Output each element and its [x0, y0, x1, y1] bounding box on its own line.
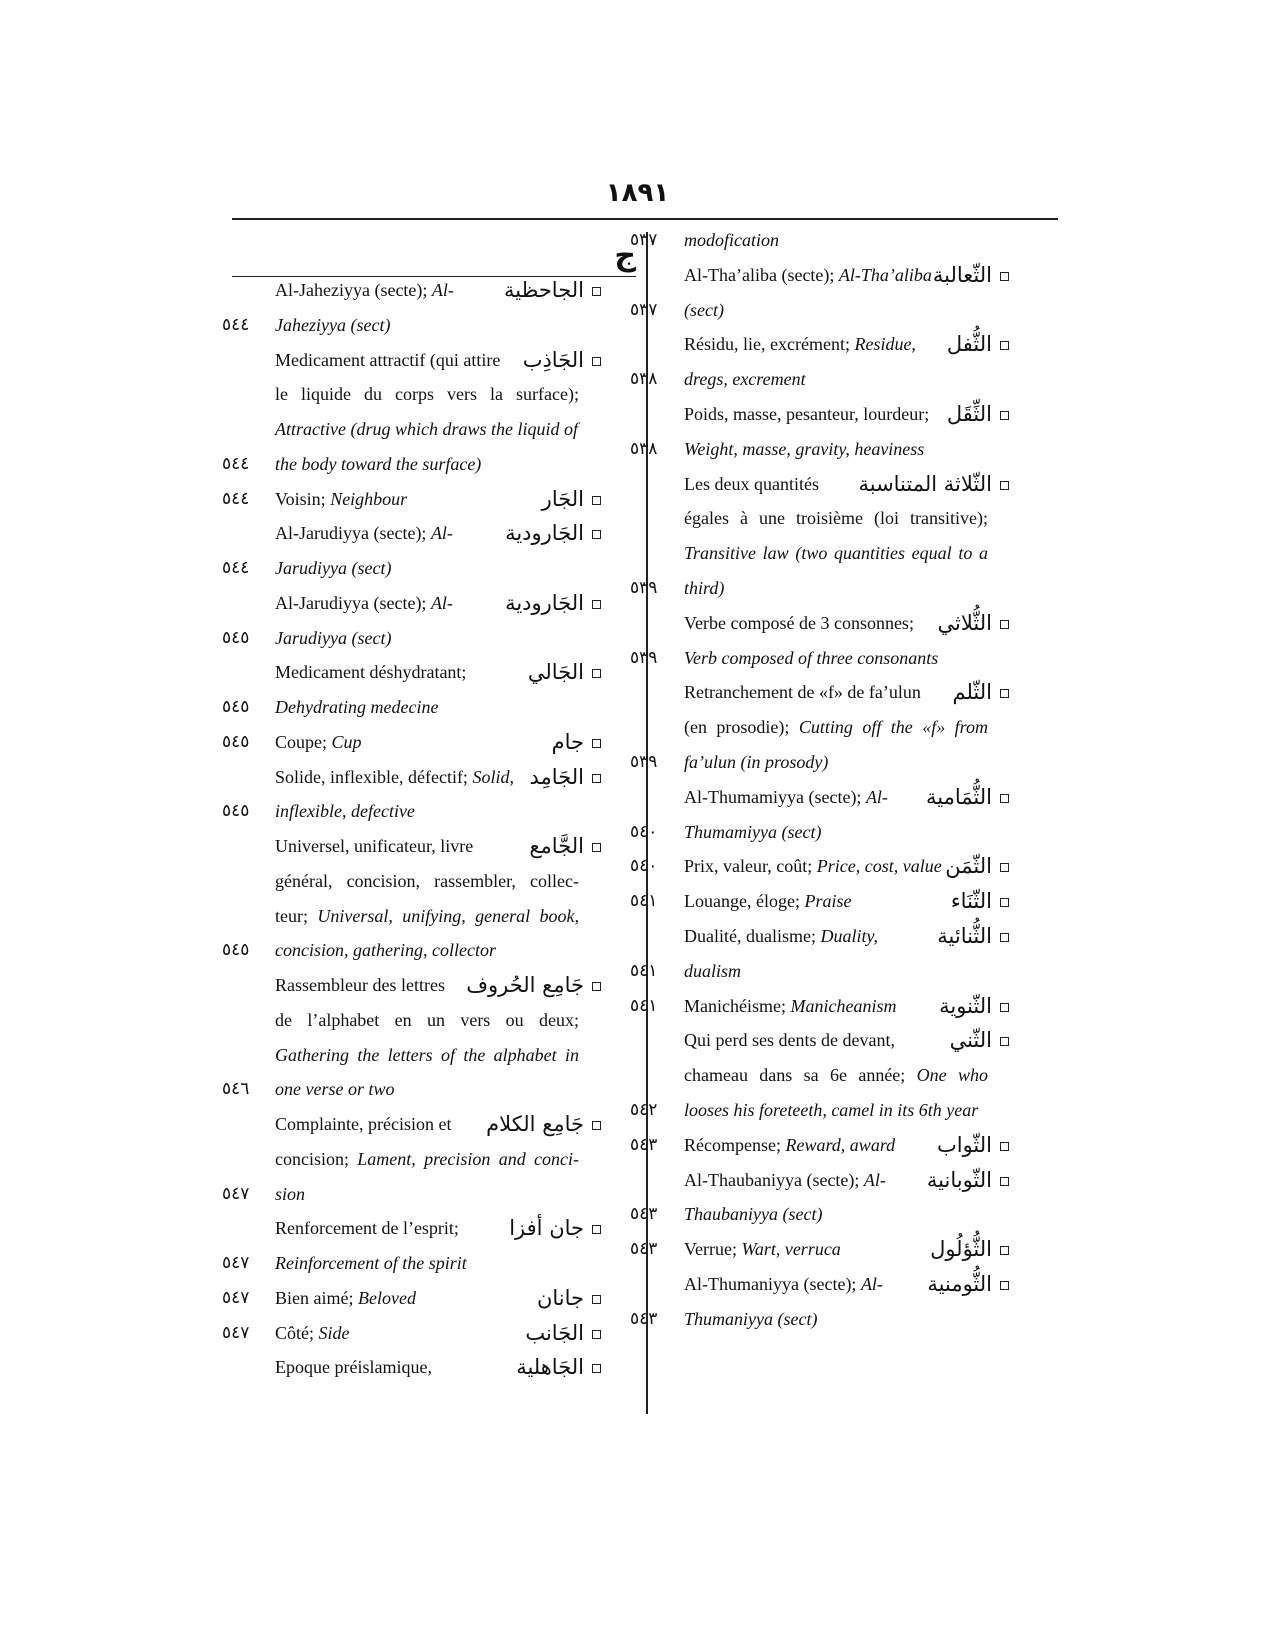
entry-definition-line — [684, 362, 806, 396]
entry-definition-line — [684, 815, 821, 849]
definition-text: Al-Thumaniyya (secte); — [684, 1274, 861, 1294]
definition-text: Prix, valeur, coût; — [684, 856, 817, 877]
arabic-headword: الثُّومنية — [927, 1272, 992, 1296]
definition-translation: inflexible, defective — [275, 801, 415, 822]
definition-translation: Al-Tha’aliba — [838, 264, 932, 285]
arabic-headword: الجَّامع — [529, 834, 584, 858]
entry-definition-line — [684, 884, 851, 918]
entry-definition-line — [684, 919, 878, 953]
definition-text: Al-Jarudiyya (secte); — [275, 592, 431, 613]
entry-bullet-icon — [1000, 933, 1009, 942]
arabic-headword: الثّواب — [936, 1132, 992, 1157]
definition-translation: Verb composed of three consonants — [684, 647, 939, 668]
definition-translation: looses his foreteeth, camel in its 6th year — [684, 1100, 979, 1120]
definition-text: Al-Thumamiyya (secte); — [684, 786, 866, 807]
arabic-headword: الجَارودية — [505, 521, 584, 546]
definition-text: Complainte, précision et — [275, 1114, 452, 1134]
arabic-headword: الثّلاثة المتناسبة — [858, 471, 992, 496]
entry-bullet-icon — [1000, 1003, 1009, 1012]
definition-translation: Residue, — [854, 334, 916, 355]
entry-reference-number: ٥٤٤ — [222, 314, 250, 335]
entry-reference-number: ٥٣٧ — [630, 299, 658, 320]
definition-translation: Al- — [430, 523, 453, 544]
arabic-headword: الجَاذِب — [522, 347, 584, 372]
entry-definition-line — [684, 1302, 817, 1336]
entry-reference-number: ٥٣٩ — [630, 752, 658, 772]
entry-definition-line — [684, 501, 988, 535]
entry-reference-number: ٥٤٣ — [630, 1134, 658, 1155]
definition-translation: Thumamiyya (sect) — [684, 821, 822, 842]
definition-translation: Neighbour — [330, 488, 408, 509]
definition-text: Medicament attractif (qui attire — [275, 349, 501, 370]
definition-text: Louange, éloge; — [684, 891, 805, 912]
definition-text: Universel, unificateur, livre — [275, 836, 474, 856]
definition-text: Epoque préislamique, — [275, 1357, 432, 1378]
definition-translation: Al- — [865, 786, 888, 807]
definition-text: (en prosodie); — [684, 717, 799, 738]
definition-translation: concision, gathering, collector — [275, 940, 496, 961]
entry-reference-number: ٥٤٥ — [222, 697, 250, 717]
entry-reference-number: ٥٤٠ — [630, 856, 658, 877]
arabic-headword: الثّعالبة — [932, 262, 992, 287]
entry-reference-number: ٥٤٣ — [630, 1308, 658, 1329]
entry-reference-number: ٥٤٣ — [630, 1204, 658, 1225]
definition-translation: Beloved — [357, 1287, 416, 1308]
definition-text: Manichéisme; — [684, 995, 791, 1016]
definition-translation: sion — [275, 1183, 306, 1204]
definition-translation: Thaubaniyya (sect) — [684, 1204, 823, 1225]
entry-bullet-icon — [1000, 620, 1009, 629]
entry-reference-number: ٥٤٧ — [222, 1183, 250, 1204]
definition-text: teur; — [275, 905, 318, 926]
definition-text: Coupe; — [275, 731, 332, 752]
definition-translation: Jarudiyya (sect) — [275, 558, 392, 578]
entry-reference-number: ٥٤٢ — [630, 1100, 658, 1120]
entry-definition-line — [684, 1128, 895, 1162]
definition-translation: Weight, masse, gravity, heaviness — [684, 438, 925, 459]
entry-bullet-icon — [1000, 272, 1009, 281]
definition-translation: Transitive law (two quantities equal to a — [684, 543, 988, 564]
arabic-headword: الجَار — [541, 486, 584, 511]
definition-translation: Al- — [431, 280, 454, 300]
entry-definition-line — [684, 571, 724, 605]
definition-translation: Al- — [860, 1274, 883, 1294]
definition-text: Qui perd ses dents de devant, — [684, 1030, 895, 1051]
definition-translation: Solid, — [472, 766, 514, 787]
definition-text: Solide, inflexible, défectif; — [275, 766, 473, 787]
entry-definition-line — [684, 745, 828, 779]
entry-definition-line — [684, 710, 988, 744]
entry-bullet-icon — [1000, 1177, 1009, 1186]
arabic-headword: الثّنوية — [939, 993, 992, 1018]
definition-text: Al-Tha’aliba (secte); — [684, 264, 839, 285]
entry-reference-number: ٥٣٧ — [630, 230, 658, 250]
definition-translation: Cup — [331, 731, 362, 752]
entry-reference-number: ٥٤٤ — [222, 453, 250, 474]
entry-definition-line — [684, 849, 942, 883]
definition-text: général, concision, rassembler, collec- — [275, 870, 579, 891]
definition-text: Medicament déshydratant; — [275, 662, 467, 683]
definition-text: Al-Thaubaniyya (secte); — [684, 1169, 864, 1190]
entry-definition-line — [684, 293, 724, 327]
definition-text: de l’alphabet en un vers ou deux; — [275, 1009, 579, 1030]
entry-bullet-icon — [1000, 411, 1009, 420]
entry-reference-number: ٥٤٧ — [222, 1253, 250, 1273]
definition-text: Récompense; — [684, 1134, 786, 1155]
entry-definition-line — [684, 1197, 822, 1231]
definition-translation: one verse or two — [275, 1079, 395, 1100]
definition-translation: Manicheanism — [790, 995, 897, 1016]
definition-translation: modofication — [684, 230, 779, 250]
definition-text: Poids, masse, pesanteur, lourdeur; — [684, 404, 930, 424]
definition-text: Les deux quantités — [684, 473, 819, 494]
entry-bullet-icon — [1000, 341, 1009, 350]
arabic-headword: الثّنَاء — [950, 889, 992, 914]
definition-translation: Attractive (drug which draws the liquid of — [275, 419, 578, 439]
arabic-headword: جانان — [536, 1285, 584, 1310]
definition-translation: Cutting off the «f» from — [798, 717, 989, 738]
definition-text: Rassembleur des lettres — [275, 975, 445, 995]
definition-translation: Reinforcement of the spirit — [275, 1253, 467, 1273]
definition-text: Renforcement de l’esprit; — [275, 1218, 459, 1239]
entry-reference-number: ٥٤٤ — [222, 488, 250, 509]
definition-text: Dualité, dualisme; — [684, 926, 821, 946]
entry-reference-number: ٥٤١ — [630, 891, 658, 912]
entry-reference-number: ٥٤٣ — [630, 1239, 658, 1260]
entry-bullet-icon — [1000, 481, 1009, 490]
entry-definition-line — [684, 467, 819, 501]
definition-text: chameau dans sa 6e année; — [684, 1065, 917, 1086]
entry-reference-number: ٥٤١ — [630, 995, 658, 1016]
definition-text: Retranchement de «f» de fa’ulun — [684, 682, 921, 703]
definition-text: Voisin; — [275, 488, 331, 509]
definition-translation: Reward, award — [785, 1134, 896, 1155]
definition-translation: Lament, precision and conci- — [357, 1148, 579, 1169]
definition-translation: Jarudiyya (sect) — [275, 627, 392, 648]
definition-text: égales à une troisième (loi transitive); — [684, 508, 988, 529]
arabic-headword: الثُّلاثي — [937, 610, 992, 635]
definition-translation: the body toward the surface) — [275, 453, 482, 474]
definition-text: Bien aimé; — [275, 1287, 358, 1308]
definition-translation: (sect) — [684, 299, 724, 320]
arabic-headword: الثّلم — [952, 680, 992, 705]
definition-translation: One who — [916, 1065, 988, 1086]
arabic-headword: الثُّمَامية — [926, 784, 992, 809]
entry-definition-line — [684, 641, 938, 675]
entry-bullet-icon — [1000, 689, 1009, 698]
entry-definition-line — [684, 675, 921, 709]
entry-reference-number: ٥٤٥ — [222, 731, 250, 752]
definition-translation: dualism — [684, 960, 742, 981]
entry-reference-number: ٥٤٦ — [222, 1079, 250, 1100]
definition-text: concision; — [275, 1148, 358, 1169]
arabic-headword: الجَانب — [525, 1320, 584, 1345]
entry-reference-number: ٥٤٧ — [222, 1287, 250, 1308]
arabic-headword: جام — [551, 729, 584, 754]
definition-text: Côté; — [275, 1322, 319, 1343]
definition-translation: Gathering the letters of the alphabet in — [275, 1044, 579, 1065]
definition-translation: Wart, verruca — [741, 1239, 841, 1260]
entry-definition-line — [684, 954, 741, 988]
definition-text: Verbe composé de 3 consonnes; — [684, 612, 914, 633]
entry-definition-line — [684, 536, 988, 570]
entry-definition-line — [684, 1023, 895, 1057]
arabic-headword: الثُّنائية — [937, 924, 992, 948]
entry-definition-line — [684, 258, 932, 292]
arabic-headword: الثّني — [949, 1028, 992, 1053]
definition-translation: fa’ulun (in prosody) — [684, 752, 829, 772]
entry-bullet-icon — [1000, 1281, 1009, 1290]
definition-translation: Dehydrating medecine — [275, 697, 439, 717]
entry-definition-line — [684, 223, 779, 257]
definition-translation: dregs, excrement — [684, 369, 806, 390]
arabic-headword: الجاحظية — [504, 278, 584, 302]
arabic-headword: الجَالي — [527, 660, 584, 685]
entry-bullet-icon — [1000, 863, 1009, 872]
entry-definition-line — [684, 1163, 886, 1197]
entry-definition-line — [684, 1267, 883, 1301]
definition-translation: Duality, — [820, 926, 878, 946]
entry-definition-line — [684, 327, 916, 361]
page-number: ١٨٩١ — [605, 178, 670, 208]
entry-reference-number: ٥٤٠ — [630, 821, 658, 842]
entry-reference-number: ٥٣٨ — [630, 369, 658, 390]
definition-text: le liquide du corps vers la surface); — [275, 384, 579, 405]
entry-reference-number: ٥٣٨ — [630, 438, 658, 459]
definition-text: Résidu, lie, excrément; — [684, 334, 855, 355]
entry-definition-line — [684, 1058, 988, 1092]
arabic-headword: الثّوبانية — [926, 1167, 992, 1192]
arabic-headword: جَامِع الحُروف — [466, 973, 584, 997]
definition-translation: Al- — [863, 1169, 886, 1190]
definition-translation: Side — [318, 1322, 350, 1343]
arabic-headword: الثّمَن — [945, 854, 992, 879]
entry-reference-number: ٥٣٩ — [630, 578, 658, 598]
entry-definition-line — [684, 606, 914, 640]
arabic-headword: الجَامِد — [529, 764, 584, 789]
definition-text: Al-Jarudiyya (secte); — [275, 523, 431, 544]
definition-translation: Al- — [430, 592, 453, 613]
arabic-headword: الثُّؤلُول — [930, 1237, 992, 1262]
entry-definition-line — [684, 432, 924, 466]
arabic-headword: الثُّفل — [946, 332, 992, 357]
entry-reference-number: ٥٣٩ — [630, 647, 658, 668]
arabic-headword: جان أفزا — [509, 1216, 584, 1241]
section-letter: ج — [614, 238, 636, 273]
entry-reference-number: ٥٤٥ — [222, 940, 250, 961]
definition-translation: Jaheziyya (sect) — [275, 314, 391, 335]
entry-bullet-icon — [1000, 1037, 1009, 1046]
definition-translation: third) — [684, 578, 725, 598]
entry-definition-line — [684, 989, 896, 1023]
arabic-headword: الجَارودية — [505, 590, 584, 615]
definition-translation: Price, cost, value — [816, 856, 942, 877]
entry-bullet-icon — [1000, 898, 1009, 907]
entry-reference-number: ٥٤٥ — [222, 627, 250, 648]
entry-bullet-icon — [1000, 1142, 1009, 1151]
entry-reference-number: ٥٤٧ — [222, 1322, 250, 1343]
entry-reference-number: ٥٤٥ — [222, 801, 250, 822]
entry-reference-number: ٥٤١ — [630, 960, 658, 981]
definition-text: Verrue; — [684, 1239, 742, 1260]
entry-definition-line — [684, 1232, 841, 1266]
entry-bullet-icon — [1000, 794, 1009, 803]
arabic-headword: الجَاهلية — [516, 1355, 584, 1380]
entry-reference-number: ٥٤٤ — [222, 558, 250, 578]
definition-translation: Praise — [804, 891, 852, 912]
definition-text: Al-Jaheziyya (secte); — [275, 280, 432, 300]
arabic-headword: الثِّقَل — [946, 402, 992, 426]
arabic-headword: جَامِع الكلام — [486, 1112, 584, 1136]
entry-definition-line — [684, 1093, 978, 1127]
definition-translation: Universal, unifying, general book, — [317, 905, 579, 926]
entry-definition-line — [684, 397, 929, 431]
entry-definition-line — [684, 780, 888, 814]
entry-bullet-icon — [1000, 1246, 1009, 1255]
definition-translation: Thumaniyya (sect) — [684, 1308, 818, 1329]
